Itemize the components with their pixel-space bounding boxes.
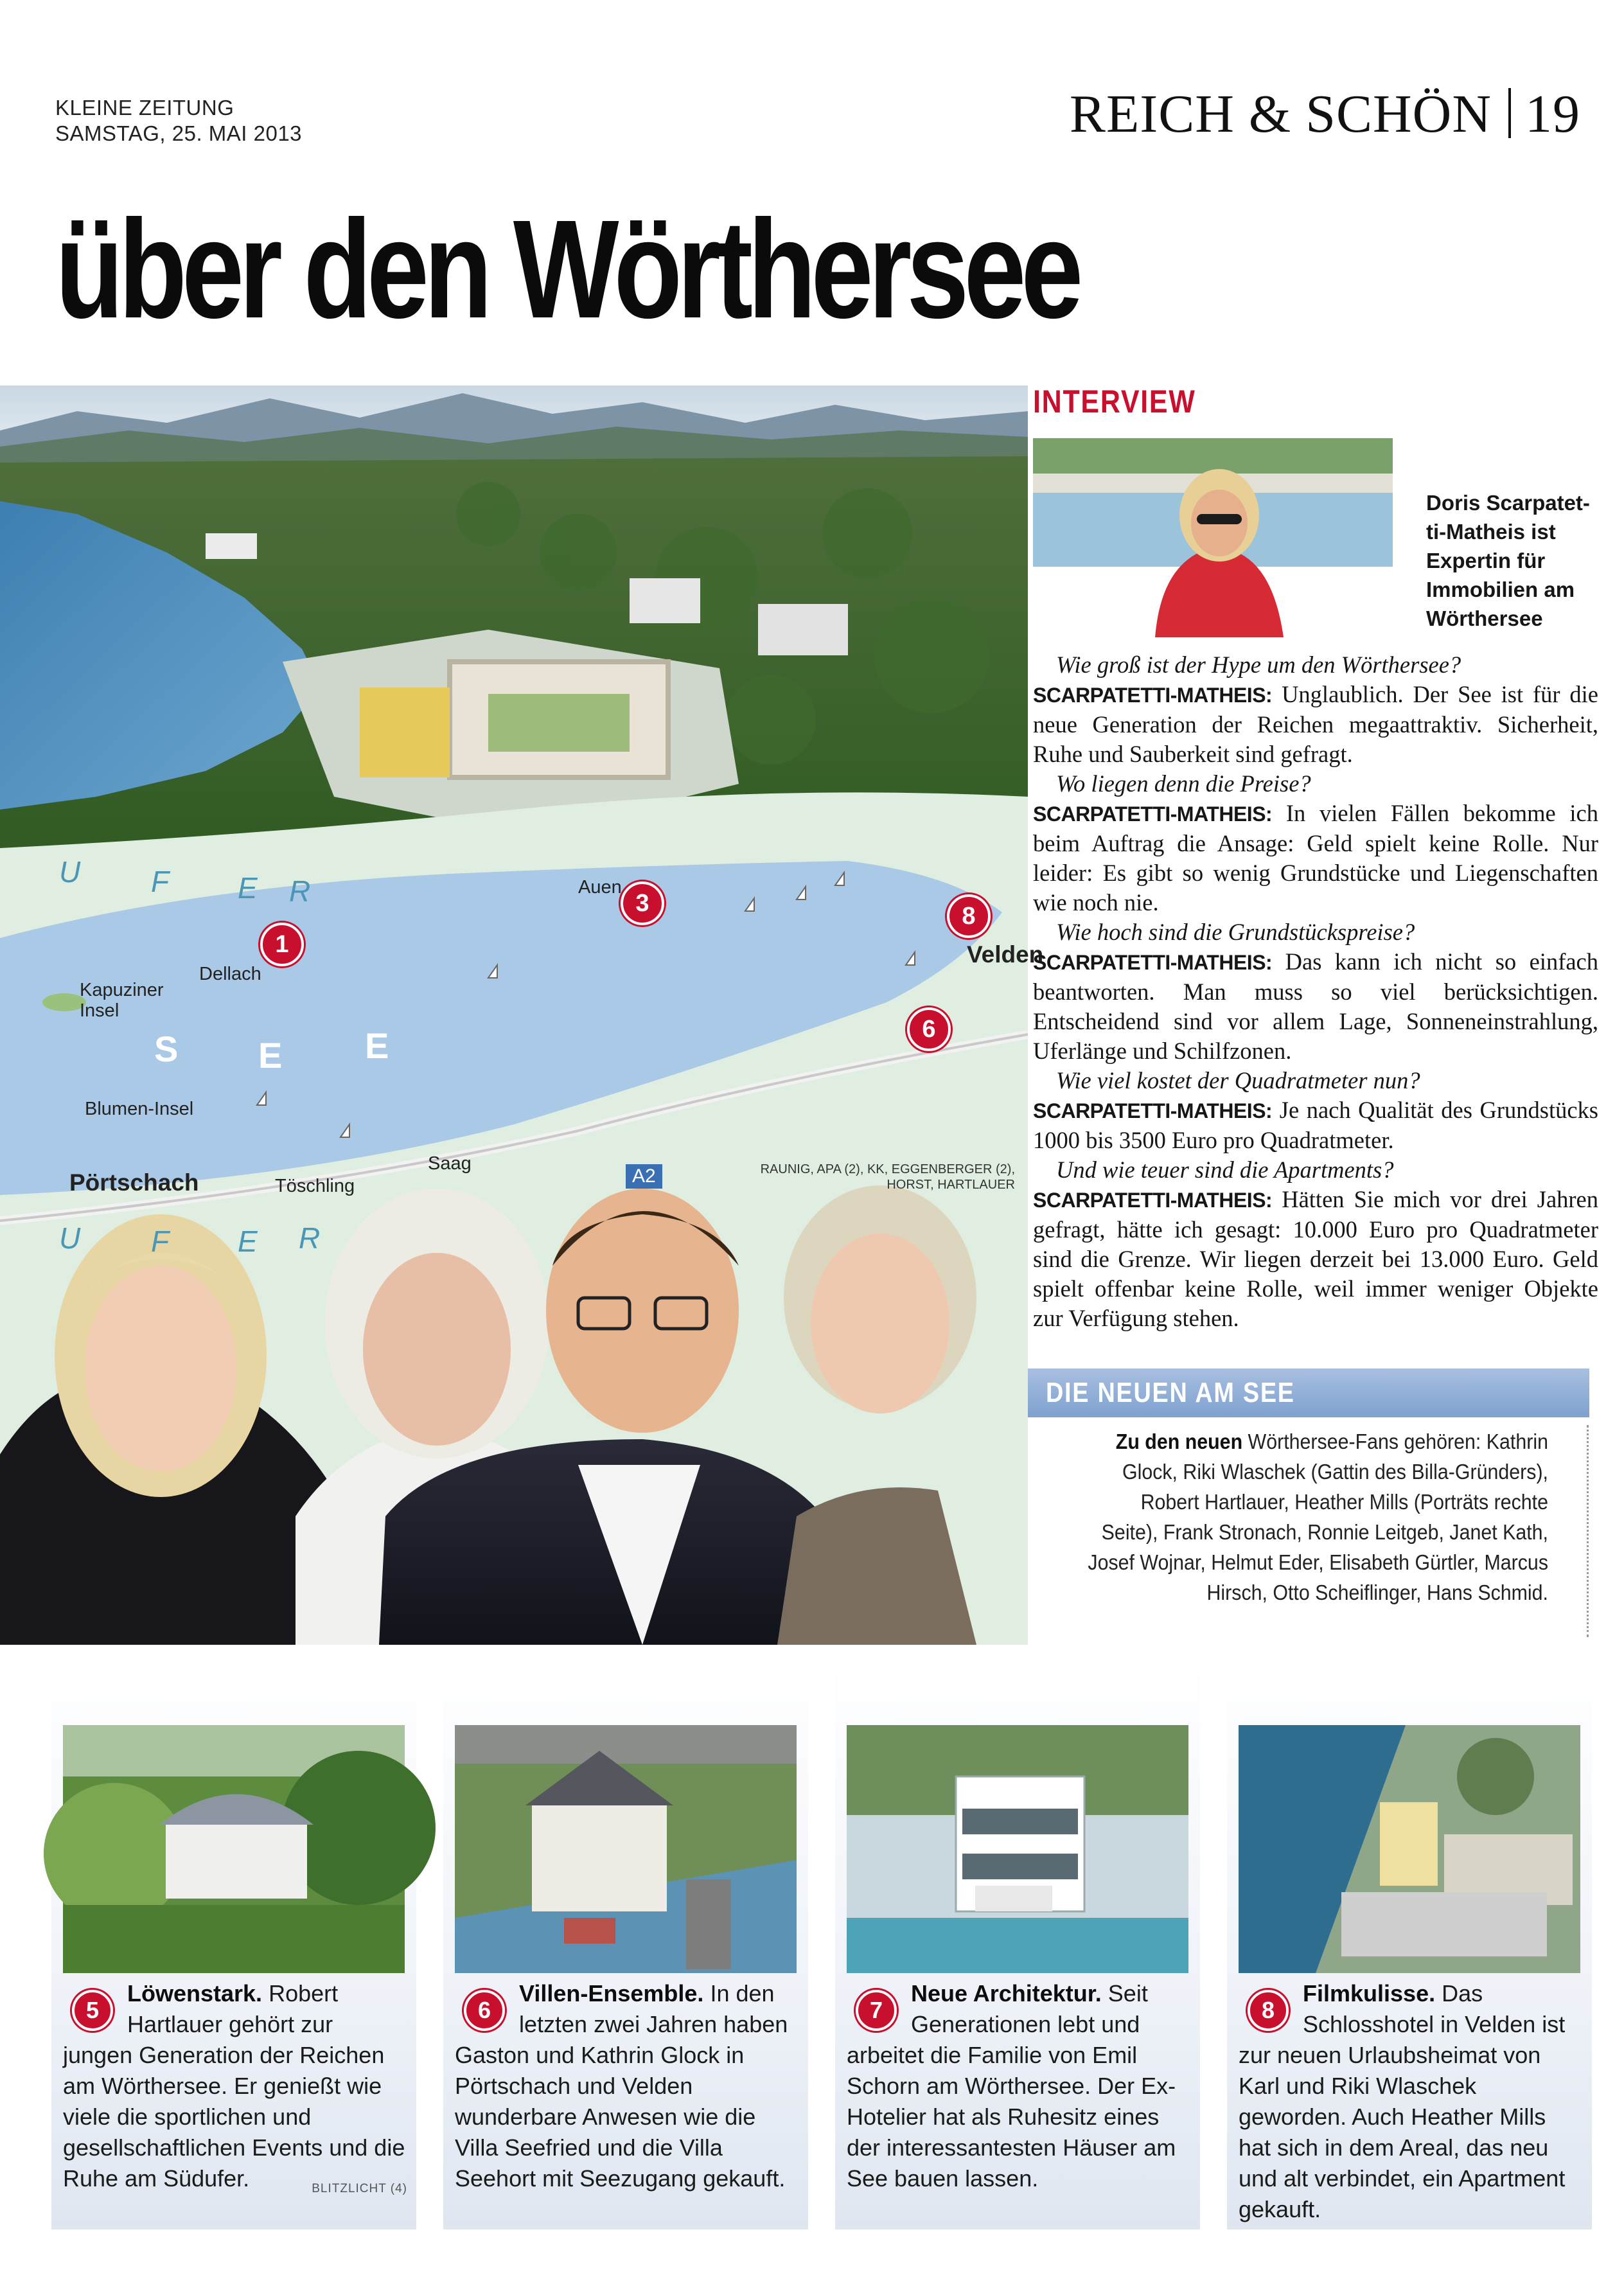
card-pin: 8 <box>1248 1990 1289 2031</box>
headline: über den Wörthersee <box>55 191 1079 348</box>
map-label-kapuziner-insel: Kapuziner Insel <box>80 980 164 1021</box>
map-label-dellach: Dellach <box>199 964 261 984</box>
shore-letter: F <box>151 1225 170 1258</box>
map-label-toeschling: Töschling <box>275 1176 355 1196</box>
card-pin: 5 <box>72 1990 113 2031</box>
lake-letter: S <box>154 1029 181 1069</box>
shore-letter: R <box>289 874 311 908</box>
interview-caption: Doris Scarpatet-ti-Matheis ist Expertin für Immobilien am Wörthersee <box>1426 491 1590 630</box>
answer-speaker: SCARPATETTI-MATHEIS: <box>1033 684 1273 707</box>
question: Wo liegen denn die Preise? <box>1056 770 1311 797</box>
property-card <box>835 1661 1200 2229</box>
interview-photo <box>1033 438 1393 637</box>
map-pin: 6 <box>907 1007 951 1051</box>
page-number: 19 <box>1525 84 1580 144</box>
map-pin: 3 <box>621 882 664 925</box>
property-card-text <box>847 1978 1190 2194</box>
card-lead: Neue Architektur. <box>911 1980 1102 2007</box>
lake-letter: E <box>365 1025 392 1066</box>
property-card <box>443 1661 808 2229</box>
property-card <box>1227 1661 1592 2229</box>
road-sign-a2: A2 <box>626 1164 662 1189</box>
card-body: Robert Hartlauer gehört zur jungen Generation der Reichen am Wörthersee. Er genießt wie viele die sportlichen und gesellschaftlichen Events und die Ruhe am Südufer. <box>63 1980 405 2192</box>
answer <box>1033 947 1598 1066</box>
photo-credit: RAUNIG, APA (2), KK, EGGENBERGER (2), HORST, HARTLAUER <box>760 1162 1015 1192</box>
answer-text: In vielen Fällen bekomme ich beim Auftrag die Ansage: Geld spielt keine Rolle. Nur leider: Es gibt so wenig Grundstücke und Liegenschaften wie noch nie. <box>1033 800 1599 916</box>
map-pin: 8 <box>947 894 991 938</box>
answer <box>1033 1185 1598 1333</box>
map-label-auen: Auen <box>578 877 622 898</box>
card-pin: 7 <box>856 1990 897 2031</box>
card-body: Seit Generationen lebt und arbeitet die Familie von Emil Schorn am Wörthersee. Der Ex-Hotelier hat als Ruhesitz eines der interessantesten Häuser am See bauen lassen. <box>847 1980 1176 2192</box>
answer-speaker: SCARPATETTI-MATHEIS: <box>1033 802 1273 826</box>
paper-name: KLEINE ZEITUNG <box>55 96 234 120</box>
answer <box>1033 1095 1598 1155</box>
map-label-saag: Saag <box>428 1153 472 1174</box>
interview-body <box>1033 650 1598 1333</box>
section-title: REICH & SCHÖN <box>1069 84 1492 144</box>
answer-text: Unglaublich. Der See ist für die neue Generation der Reichen megaattraktiv. Sicherheit, Ruhe und Sauberkeit sind gefragt. <box>1033 681 1599 767</box>
interview-kicker: INTERVIEW <box>1033 384 1196 420</box>
question: Wie hoch sind die Grundstückspreise? <box>1056 919 1415 945</box>
property-photo <box>63 1725 405 1973</box>
answer <box>1033 799 1598 917</box>
new-people-list: Wörthersee-Fans gehören: Kathrin Glock, Riki Wlaschek (Gattin des Billa-Gründers), Robert Hartlauer, Heather Mills (Porträts rechte Seite), Frank Stronach, Ronnie Leitgeb, Janet Kath, Josef Wojnar, Helmut Eder, Elisabeth Gürtler, Marcus Hirsch, Otto Scheiflinger, Hans Schmid. <box>1088 1430 1548 1604</box>
card-body: In den letzten zwei Jahren haben Gaston und Kathrin Glock in Pörtschach und Velden wunderbare Anwesen wie die Villa Seefried und die Villa Seehort mit Seezugang gekauft. <box>455 1980 788 2192</box>
new-people-box-title: DIE NEUEN AM SEE <box>1046 1377 1295 1408</box>
map-label-poertschach: Pörtschach <box>69 1169 199 1196</box>
card-pin: 6 <box>464 1990 505 2031</box>
property-photo <box>847 1725 1188 1973</box>
shore-letter: U <box>59 855 81 889</box>
issue-date: SAMSTAG, 25. MAI 2013 <box>55 121 303 145</box>
section-divider <box>1508 88 1511 138</box>
map-pin: 1 <box>260 923 304 966</box>
answer <box>1033 680 1598 769</box>
card-lead: Villen-Ensemble. <box>519 1980 704 2007</box>
map-label-blumen-insel: Blumen-Insel <box>85 1099 194 1119</box>
property-card <box>51 1661 416 2229</box>
map-label-velden: Velden <box>967 941 1044 968</box>
masthead <box>55 95 302 146</box>
section-header <box>1070 84 1580 145</box>
answer-text: Je nach Qualität des Grundstücks 1000 bis 3500 Euro pro Quadratmeter. <box>1033 1097 1598 1153</box>
new-people-lead: Zu den neuen <box>1115 1430 1243 1453</box>
card-lead: Löwenstark. <box>127 1980 263 2007</box>
shore-letter: E <box>238 1225 258 1258</box>
property-card-text <box>1239 1978 1582 2225</box>
question: Wie groß ist der Hype um den Wörthersee? <box>1056 651 1461 678</box>
property-photo <box>455 1725 797 1973</box>
dotted-rule <box>1587 1425 1589 1637</box>
shore-letter: E <box>238 871 258 905</box>
shore-letter: R <box>299 1221 321 1255</box>
card-lead: Filmkulisse. <box>1303 1980 1436 2007</box>
shore-letter: F <box>151 865 170 898</box>
question: Und wie teuer sind die Apartments? <box>1056 1156 1394 1183</box>
property-photo <box>1239 1725 1580 1973</box>
shore-letter: U <box>59 1221 81 1255</box>
question: Wie viel kostet der Quadratmeter nun? <box>1056 1067 1420 1094</box>
hero-collage <box>0 385 1044 1645</box>
lake-letter: E <box>258 1035 285 1076</box>
property-card-text <box>63 1978 406 2194</box>
property-card-text <box>455 1978 798 2194</box>
answer-text: Hätten Sie mich vor drei Jahren gefragt, hätte ich gesagt: 10.000 Euro pro Quadratmeter sind die Grenze. Wir liegen derzeit bei 13.000 Euro. Geld spielt offenbar keine Rolle, weil immer weniger Objekte zur Verfügung stehen. <box>1033 1186 1599 1331</box>
answer-speaker: SCARPATETTI-MATHEIS: <box>1033 951 1273 974</box>
new-people-box-text <box>1081 1426 1548 1608</box>
answer-speaker: SCARPATETTI-MATHEIS: <box>1033 1189 1273 1212</box>
answer-text: Das kann ich nicht so einfach beantworten. Man muss so viel berücksichtigen. Entscheidend sind vor allem Lage, Sonneneinstrahlung, Uferlänge und Schilfzonen. <box>1033 948 1599 1064</box>
card-body: Das Schlosshotel in Velden ist zur neuen Urlaubsheimat von Karl und Riki Wlaschek geworden. Auch Heather Mills hat sich in dem Areal, das neu und alt verbindet, ein Apartment gekauft. <box>1239 1980 1566 2222</box>
card-photo-credit: BLITZLICHT (4) <box>312 2182 407 2195</box>
answer-speaker: SCARPATETTI-MATHEIS: <box>1033 1099 1273 1122</box>
